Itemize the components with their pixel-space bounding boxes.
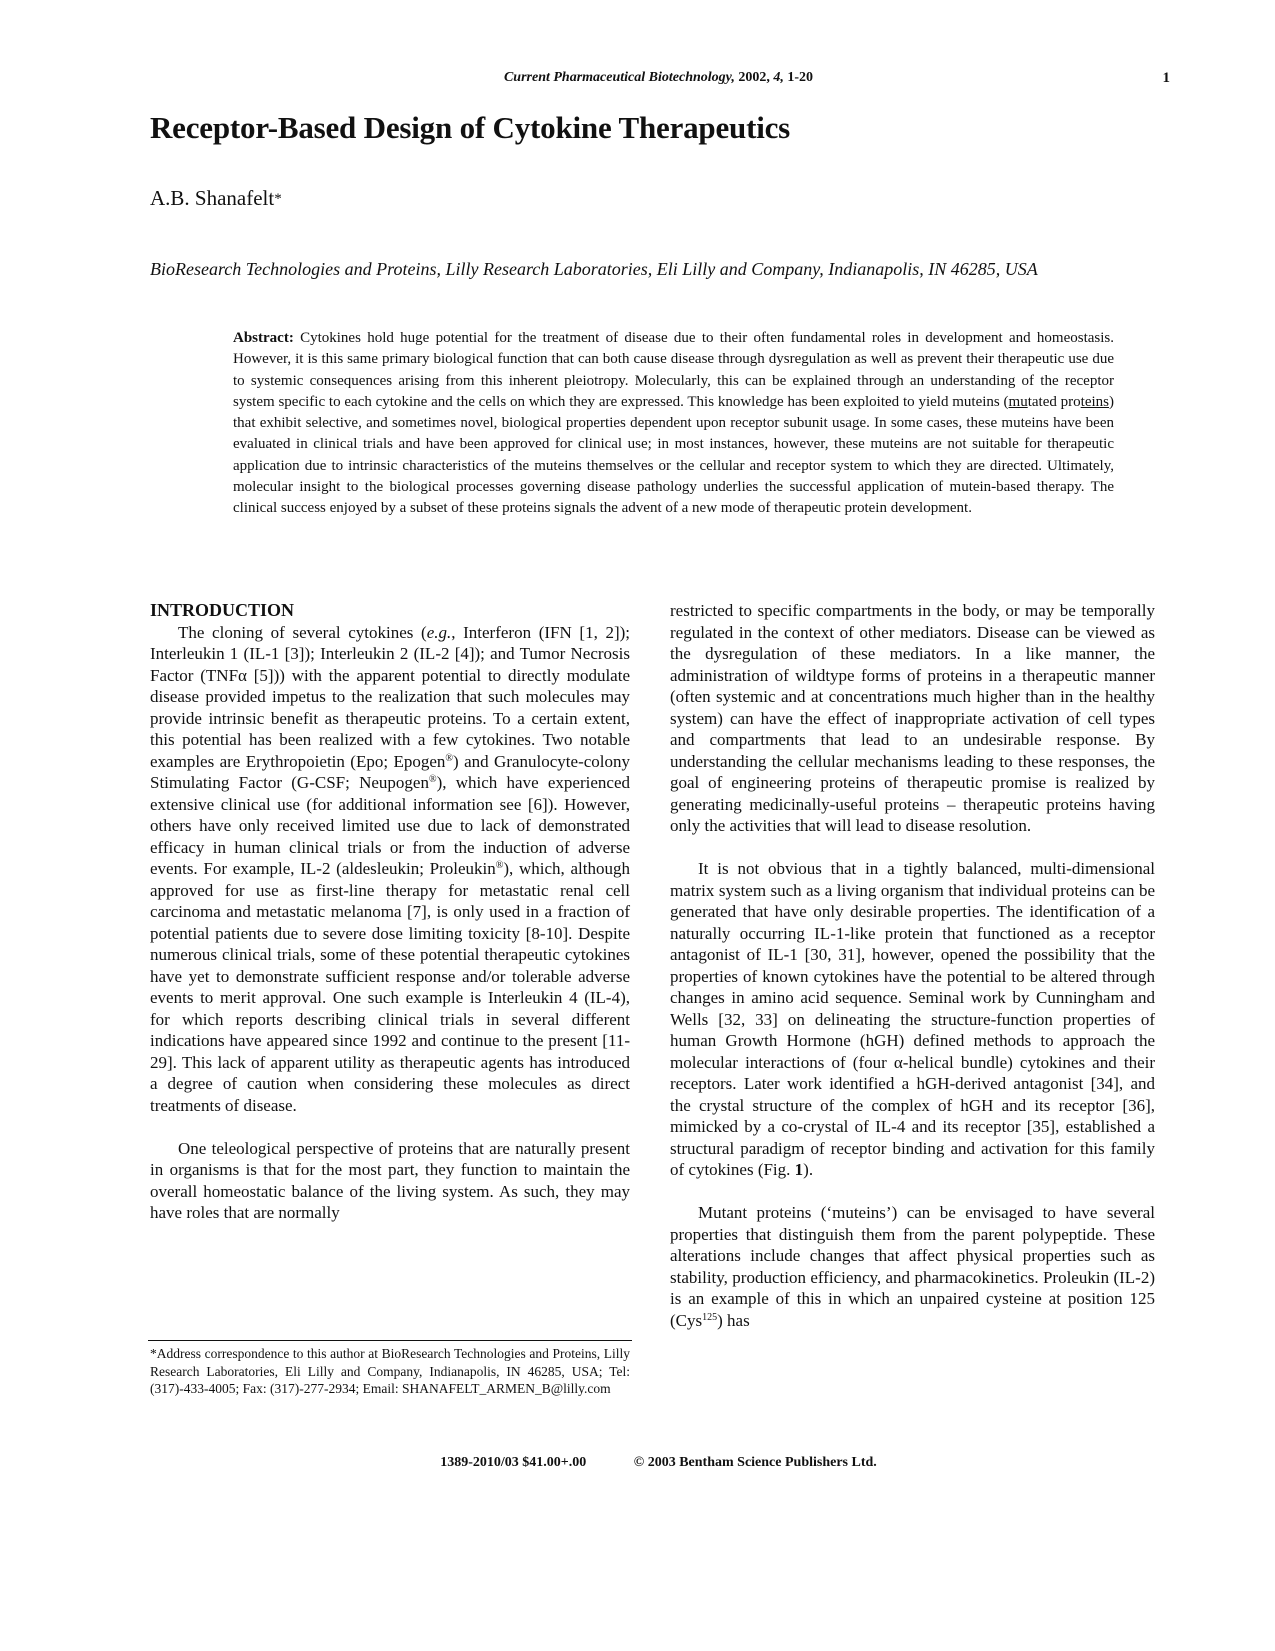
- p1-c: ) and Granulocyte-colony Stimulating Factor (G-CSF; Neupogen: [150, 751, 630, 792]
- abstract-label: Abstract:: [233, 330, 294, 346]
- p5-b: ) has: [717, 1310, 750, 1330]
- journal-year: 2002,: [738, 70, 770, 85]
- p1-eg: e.g.: [426, 622, 452, 642]
- abstract-mu: mu: [1008, 393, 1028, 410]
- intro-paragraph-2-continued: restricted to specific compartments in the body, or may be temporally regulated in the context of other mediators. Disease can be viewed as the dysregulation of these mediators. In a like manner, the administration of wildtype forms of proteins in a therapeutic manner (often systemic and at concentrations much higher than in the healthy system) can have the effect of inappropriate activation of cell types and compartments that lead to an undesirable response. By understanding the cellular mechanisms leading to these responses, the goal of engineering proteins of therapeutic promise is realized by generating medicinally-useful proteins – therapeutic proteins having only the activities that will lead to disease resolution.: [670, 601, 1155, 835]
- affiliation: BioResearch Technologies and Proteins, Lilly Research Laboratories, Eli Lilly and Company, Indianapolis, IN 46285, USA: [150, 259, 1038, 279]
- copyright: © 2003 Bentham Science Publishers Ltd.: [633, 1455, 877, 1470]
- author-marker: *: [274, 191, 282, 207]
- p5-a: Mutant proteins (‘muteins’) can be envisaged to have several properties that distinguish them from the parent polypeptide. These alterations include changes that affect physical properties such as stability, production efficiency, and pharmacokinetics. Proleukin (IL-2) is an example of this in which an unpaired cysteine at position 125 (Cys: [670, 1203, 1155, 1330]
- intro-paragraph-1: [150, 622, 630, 1117]
- p1-b: , Interferon (IFN [1, 2]); Interleukin 1 (IL-1 [3]); Interleukin 2 (IL-2 [4]); and Tumor Necrosis Factor (TNFα [5])) with the apparent potential to directly modulate disease provided impetus to the realization that such molecules may provide intrinsic benefit as therapeutic proteins. To a certain extent, this potential has been realized with a few cytokines. Two notable examples are Erythropoietin (Epo; Epogen: [150, 622, 630, 771]
- figure-reference: 1: [794, 1160, 804, 1179]
- correspondence-footnote: *Address correspondence to this author at BioResearch Technologies and Proteins, Lilly Research Laboratories, Eli Lilly and Company, Indianapolis, IN 46285, USA; Tel: (317)-433-4005; Fax: (317)-277-2934; Email: SHANAFELT_ARMEN_B@lilly.com: [150, 1346, 630, 1396]
- page-number: 1: [1162, 70, 1170, 86]
- p1-a: The cloning of several cytokines (: [178, 622, 427, 642]
- intro-paragraph-3: [670, 858, 1155, 1181]
- abstract-text-2: ) that exhibit selective, and sometimes novel, biological properties dependent upon receptor subunit usage. In some cases, these muteins have been evaluated in clinical trials and have been approved for clinical use; in most instances, however, these muteins are not suitable for therapeutic application due to intrinsic characteristics of the muteins themselves or the cellular and receptor system to which they are directed. Ultimately, molecular insight to the biological processes governing disease pathology underlies the successful application of mutein-based therapy. The clinical success enjoyed by a subset of these proteins signals the advent of a new mode of therapeutic protein development.: [233, 393, 1114, 517]
- page-footer: [150, 1455, 1167, 1471]
- running-head: [150, 70, 1167, 86]
- author-name: A.B. Shanafelt: [150, 186, 275, 210]
- p4-a: It is not obvious that in a tightly balanced, multi-dimensional matrix system such as a living organism that individual proteins can be generated that have only desirable properties. The identification of a naturally occurring IL-1-like protein that functioned as a receptor antagonist of IL-1 [30, 31], however, opened the possibility that the properties of known cytokines have the potential to be altered through changes in amino acid sequence. Seminal work by Cunningham and Wells [32, 33] on delineating the structure-function properties of human Growth Hormone (hGH) defined methods to approach the molecular interactions of (four α-helical bundle) cytokines and their receptors. Later work identified a hGH-derived antagonist [34], and the crystal structure of the complex of hGH and its receptor [36], mimicked by a co-crystal of IL-4 and its receptor [35], established a structural paradigm of receptor binding and activation for this family of cytokines (Fig.: [670, 859, 1155, 1179]
- registered-mark: ®: [428, 774, 437, 785]
- registered-mark: ®: [445, 752, 454, 764]
- journal-volume: 4,: [773, 70, 784, 85]
- issn-price: 1389-2010/03 $41.00+.00: [440, 1455, 587, 1470]
- intro-paragraph-2: One teleological perspective of proteins that are naturally present in organisms is that for the most part, they function to maintain the overall homeostatic balance of the living system. As such, they may have roles that are normally: [150, 1138, 630, 1222]
- right-column: [670, 600, 1155, 1331]
- author: [150, 186, 282, 211]
- registered-mark: ®: [495, 860, 504, 871]
- p1-e: ), which, although approved for use as first-line therapy for metastatic renal cell carcinoma and metastatic melanoma [7], is only used in a fraction of potential patients due to severe dose limiting toxicity [8-10]. Despite numerous clinical trials, some of these potential therapeutic cytokines have yet to demonstrate sufficient response and/or tolerable adverse events to merit approval. One such example is Interleukin 4 (IL-4), for which reports describing clinical trials in several different indications have appeared since 1992 and continue to the present [11-29]. This lack of apparent utility as therapeutic agents has introduced a degree of caution when considering these molecules as direct treatments of disease.: [150, 859, 630, 1115]
- abstract-text-1: Cytokines hold huge potential for the treatment of disease due to their often fundamental roles in development and homeostasis. However, it is this same primary biological function that can both cause disease through dysregulation as well as prevent their therapeutic use due to systemic consequences arising from this inherent pleiotropy. Molecularly, this can be explained through an understanding of the receptor system specific to each cytokine and the cells on which they are expressed. This knowledge has been exploited to yield muteins (: [233, 330, 1114, 410]
- abstract-teins: teins: [1080, 393, 1109, 410]
- p1-d: ), which have experienced extensive clinical use (for additional information see [6]). However, others have only received limited use due to lack of demonstrated efficacy in human clinical trials or from the induction of adverse events. For example, IL-2 (aldesleukin; Proleukin: [150, 773, 630, 878]
- left-column: [150, 600, 630, 1224]
- abstract: [233, 328, 1114, 520]
- abstract-tated: tated pro: [1027, 393, 1081, 410]
- intro-paragraph-4: [670, 1202, 1155, 1331]
- p4-b: ).: [803, 1160, 814, 1179]
- footnote-divider: [148, 1340, 632, 1341]
- article-title: Receptor-Based Design of Cytokine Therapeutics: [150, 110, 791, 145]
- journal-name: Current Pharmaceutical Biotechnology,: [503, 70, 735, 85]
- journal-pages: 1-20: [787, 70, 814, 85]
- section-heading-introduction: INTRODUCTION: [150, 600, 295, 620]
- cys-superscript: 125: [702, 1311, 718, 1323]
